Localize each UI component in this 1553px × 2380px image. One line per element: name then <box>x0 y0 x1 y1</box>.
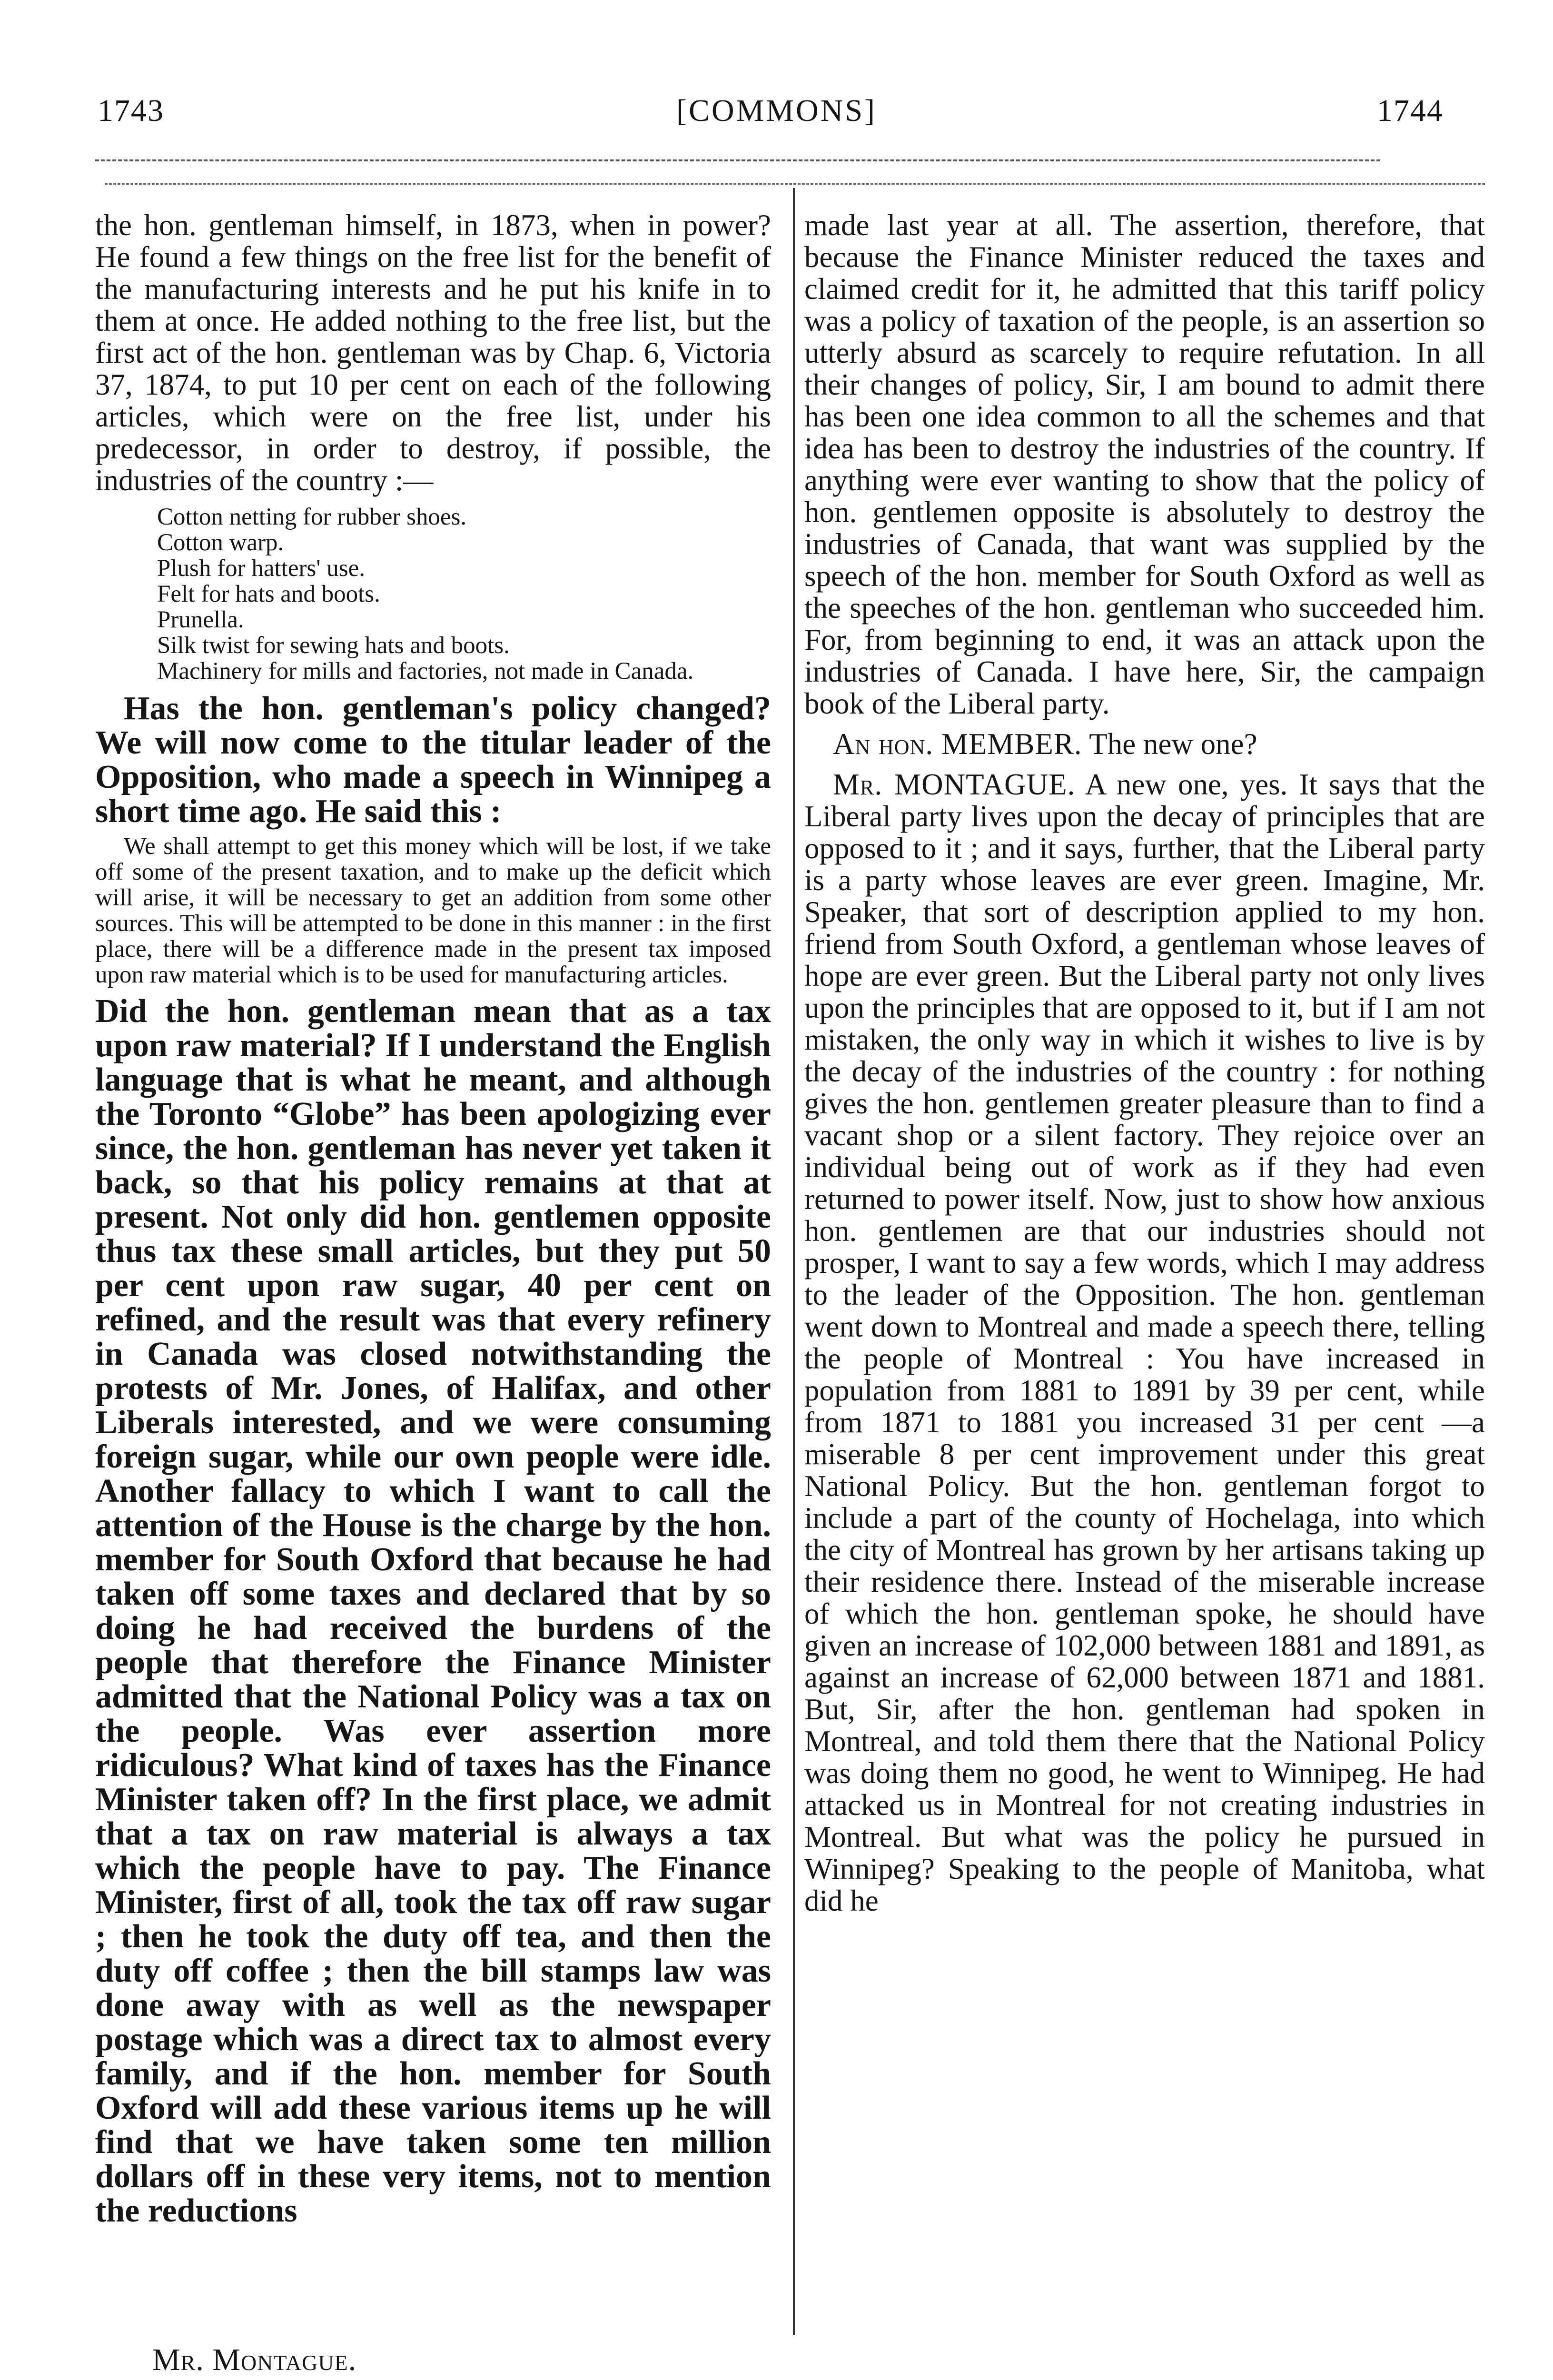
block-quote: We shall attempt to get this money which will be lost, if we take off some of the present taxation, and to make up the deficit which will arise, it will be necessary to get an addition from some other sources. This will be attempted to be done in this manner : in the first place, there will be a difference made in the present tax imposed upon raw material which is to be used for manufacturing articles. <box>95 833 771 988</box>
paragraph: made last year at all. The assertion, therefore, that because the Finance Minister reduced the taxes and claimed credit for it, he admitted that this tariff policy was a policy of taxation of the people, is an assertion so utterly absurd as scarcely to require refutation. In all their changes of policy, Sir, I am bound to admit there has been one idea common to all the schemes and that idea has been to destroy the industries of the country. If anything were ever wanting to show that the policy of hon. gentlemen opposite is absolutely to destroy the industries of Canada, that want was supplied by the speech of the hon. member for South Oxford as well as the speeches of the hon. gentleman who succeeded him. For, from beginning to end, it was an attack upon the industries of Canada. I have here, Sir, the campaign book of the Liberal party. <box>804 208 1485 720</box>
list-item: Cotton netting for rubber shoes. <box>157 504 467 530</box>
speaker-name: Mr. MONTAGUE. <box>833 768 1076 801</box>
footer-speaker-signature: Mr. Montague. <box>152 2342 357 2377</box>
page-number-right: 1744 <box>1377 93 1444 128</box>
speech-text: The new one? <box>1089 727 1257 761</box>
page-header-title: [COMMONS] <box>676 93 877 128</box>
list-item: Silk twist for sewing hats and boots. <box>157 632 510 659</box>
article-list <box>95 504 771 684</box>
paragraph: Has the hon. gentleman's policy changed? We will now come to the titular leader of the Opposition, who made a speech in Winnipeg a short time ago. He said this : <box>95 690 771 830</box>
header-rule <box>95 159 1380 161</box>
list-item: Plush for hatters' use. <box>157 555 365 582</box>
speech-text: A new one, yes. It says that the Liberal party lives upon the decay of principles that are opposed to it ; and it says, further, that the Liberal party is a party whose leaves are ever green. Imagine, Mr. Speaker, that sort of description applied to my hon. friend from South Oxford, a gentleman whose leaves of hope are ever green. But the Liberal party not only lives upon the principles that are opposed to it, but if I am not mistaken, the only way in which it wishes to live is by the decay of the industries of the country : for nothing gives the hon. gentlemen greater pleasure than to find a vacant shop or a silent factory. They rejoice over an individual being out of work as if they had even returned to power itself. Now, just to show how anxious hon. gentlemen are that our industries should not prosper, I want to say a few words, which I may address to the leader of the Opposition. The hon. gentleman went down to Montreal and made a speech there, telling the people of Montreal : You have increased in population from 1881 to 1891 by 39 per cent, while from 1871 to 1881 you increased 31 per cent —a miserable 8 per cent improvement under this great National Policy. But the hon. gentleman forgot to include a part of the county of Hochelaga, into which the city of Montreal has grown by her artisans taking up their residence there. Instead of the miserable increase of which the hon. gentleman spoke, he should have given an increase of 102,000 between 1881 and 1891, as against an increase of 62,000 between 1871 and 1881. But, Sir, after the hon. gentleman had spoken in Montreal, and told them there that the National Policy was doing them no good, he went to Winnipeg. He had attacked us in Montreal for not creating industries in Montreal. But what was the policy he pursued in Winnipeg? Speaking to the people of Manitoba, what did he <box>804 768 1485 1917</box>
left-column <box>95 209 771 2228</box>
paragraph: Did the hon. gentleman mean that as a tax upon raw material? If I understand the English language that is what he meant, and although the Toronto “Globe” has been apologizing ever since, the hon. gentleman has never yet taken it back, so that his policy remains at that at present. Not only did hon. gentlemen opposite thus tax these small articles, but they put 50 per cent upon raw sugar, 40 per cent on refined, and the result was that every refinery in Canada was closed notwithstanding the protests of Mr. Jones, of Halifax, and other Liberals interested, and we were consuming foreign sugar, while our own people were idle. Another fallacy to which I want to call the attention of the House is the charge by the hon. member for South Oxford that because he had taken off some taxes and declared that by so doing he had received the burdens of the people that therefore the Finance Minister admitted that the National Policy was a tax on the people. Was ever assertion more ridiculous? What kind of taxes has the Finance Minister taken off? In the first place, we admit that a tax on raw material is always a tax which the people have to pay. The Finance Minister, first of all, took the tax off raw sugar ; then he took the duty off tea, and then the duty off coffee ; then the bill stamps law was done away with as well as the newspaper postage which was a direct tax to almost every family, and if the hon. member for South Oxford will add these various items up he will find that we have taken some ten million dollars off in these very items, not to mention the reductions <box>95 993 771 2229</box>
list-item: Cotton warp. <box>157 529 284 556</box>
paragraph: the hon. gentleman himself, in 1873, when in power? He found a few things on the free list for the benefit of the manufacturing interests and he put his knife in to them at once. He added nothing to the free list, but the first act of the hon. gentleman was by Chap. 6, Victoria 37, 1874, to put 10 per cent on each of the following articles, which were on the free list, under his predecessor, in order to destroy, if possible, the industries of the country :— <box>95 208 771 497</box>
list-item: Felt for hats and boots. <box>157 581 380 607</box>
right-column <box>804 209 1485 1917</box>
column-divider <box>793 188 795 2335</box>
list-item: Prunella. <box>157 606 244 633</box>
interjection <box>804 728 1485 760</box>
list-item: Machinery for mills and factories, not made in Canada. <box>157 658 694 684</box>
page-number-left: 1743 <box>98 93 164 128</box>
header-rule-lower <box>105 183 1485 185</box>
speaker-name: An hon. MEMBER. <box>833 727 1082 761</box>
speech <box>804 769 1485 1917</box>
